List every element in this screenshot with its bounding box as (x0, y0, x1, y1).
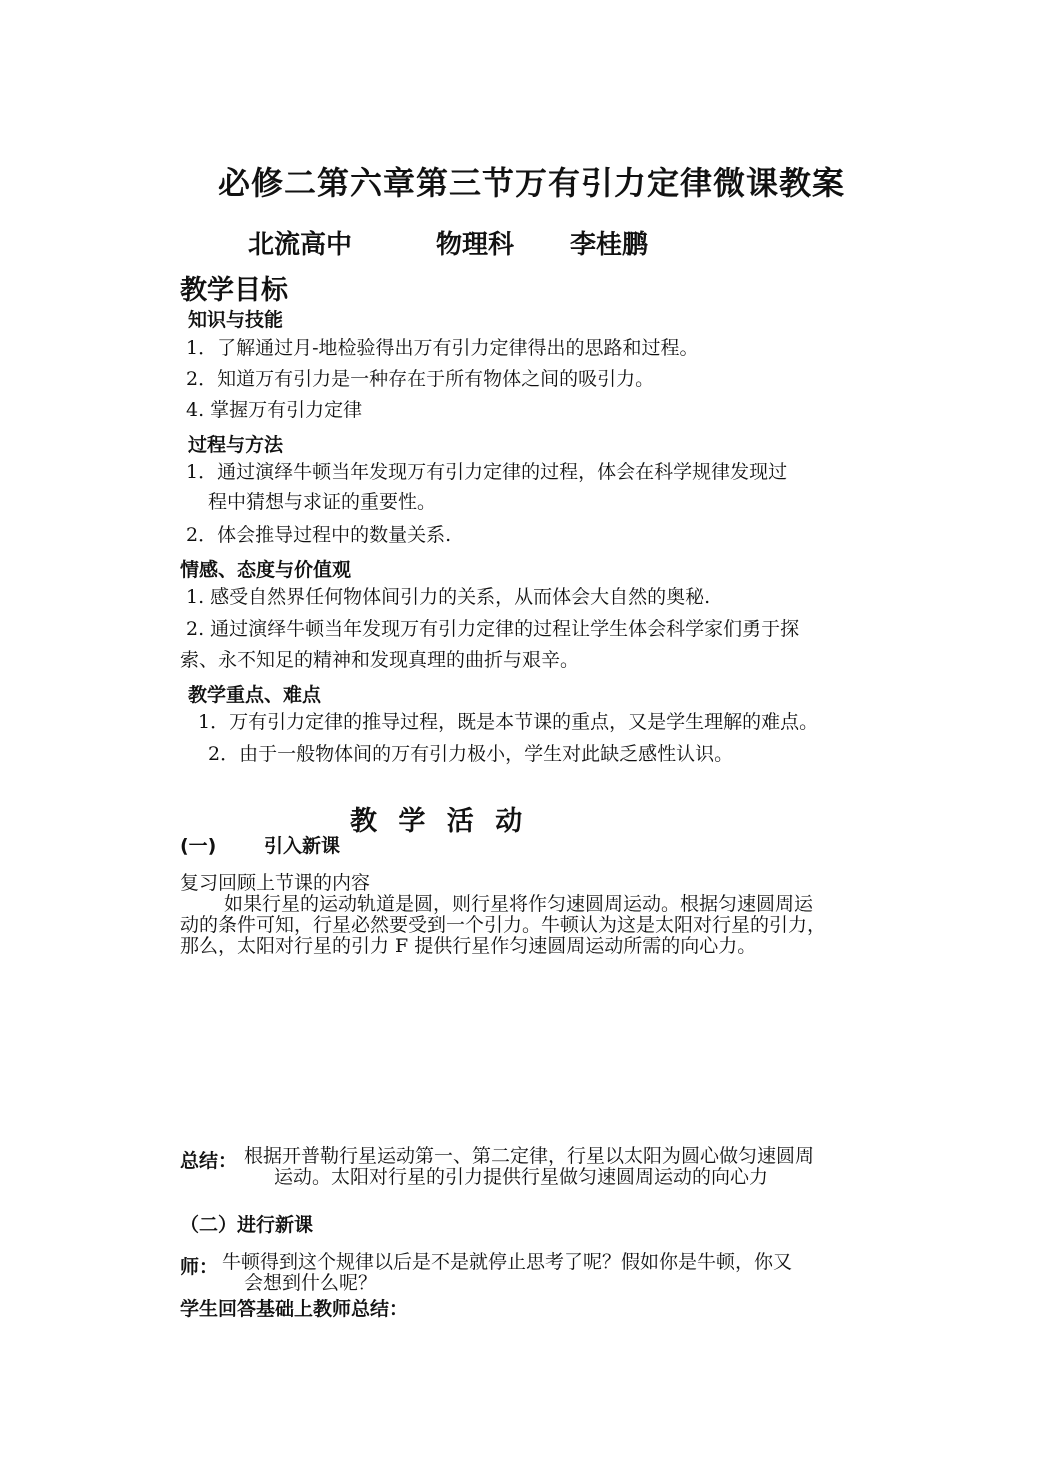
summary-label: 总结： (180, 1150, 238, 1172)
knowledge-heading: 知识与技能 (188, 309, 284, 331)
process-item-1-line-1: 1．通过演绎牛顿当年发现万有引力定律的过程，体会在科学规律发现过 (186, 461, 788, 483)
process-item-2: 2．体会推导过程中的数量关系. (186, 524, 452, 546)
emotion-item-2-line-1: 2. 通过演绎牛顿当年发现万有引力定律的过程让学生体会科学家们勇于探 (186, 618, 800, 640)
key-points-heading: 教学重点、难点 (188, 684, 322, 706)
part-2-title: （二）进行新课 (180, 1214, 314, 1236)
key-point-2: 2．由于一般物体间的万有引力极小，学生对此缺乏感性认识。 (208, 743, 734, 765)
key-point-1: 1．万有引力定律的推导过程，既是本节课的重点，又是学生理解的难点。 (198, 711, 819, 733)
teacher-label: 师： (180, 1256, 219, 1278)
intro-paragraph-line-3: 那么，太阳对行星的引力 F 提供行星作匀速圆周运动所需的向心力。 (180, 935, 757, 957)
summary-line-1: 根据开普勒行星运动第一、第二定律，行星以太阳为圆心做匀速圆周 (244, 1145, 815, 1167)
objectives-heading: 教学目标 (180, 275, 288, 306)
knowledge-item-1: 1．了解通过月-地检验得出万有引力定律得出的思路和过程。 (186, 337, 699, 359)
part-1-number: (一) (180, 835, 217, 857)
activities-heading: 教 学 活 动 (350, 806, 529, 837)
emotion-heading: 情感、态度与价值观 (180, 559, 352, 581)
summary-line-2: 运动。太阳对行星的引力提供行星做匀速圆周运动的向心力 (274, 1166, 769, 1188)
teacher-name: 李桂鹏 (570, 230, 649, 260)
part-1-title: 引入新课 (264, 835, 341, 857)
teacher-question-line-2: 会想到什么呢？ (244, 1272, 378, 1294)
knowledge-item-2: 2．知道万有引力是一种存在于所有物体之间的吸引力。 (186, 368, 655, 390)
teacher-question-line-1: 牛顿得到这个规律以后是不是就停止思考了呢？假如你是牛顿，你又 (222, 1251, 793, 1273)
process-item-1-line-2: 程中猜想与求证的重要性。 (208, 491, 437, 513)
emotion-item-1: 1. 感受自然界任何物体间引力的关系，从而体会大自然的奥秘. (186, 586, 711, 608)
knowledge-item-3: 4. 掌握万有引力定律 (186, 399, 363, 421)
subject-name: 物理科 (436, 230, 515, 260)
review-label: 复习回顾上节课的内容 (180, 872, 371, 894)
document-title: 必修二第六章第三节万有引力定律微课教案 (218, 164, 846, 202)
school-name: 北流高中 (248, 230, 353, 260)
intro-paragraph-line-1: 如果行星的运动轨道是圆，则行星将作匀速圆周运动。根据匀速圆周运 (224, 893, 814, 915)
emotion-item-2-line-2: 索、永不知足的精神和发现真理的曲折与艰辛。 (180, 649, 580, 671)
student-summary-label: 学生回答基础上教师总结： (180, 1298, 409, 1320)
process-heading: 过程与方法 (188, 434, 284, 456)
intro-paragraph-line-2: 动的条件可知，行星必然要受到一个引力。牛顿认为这是太阳对行星的引力， (180, 914, 827, 936)
